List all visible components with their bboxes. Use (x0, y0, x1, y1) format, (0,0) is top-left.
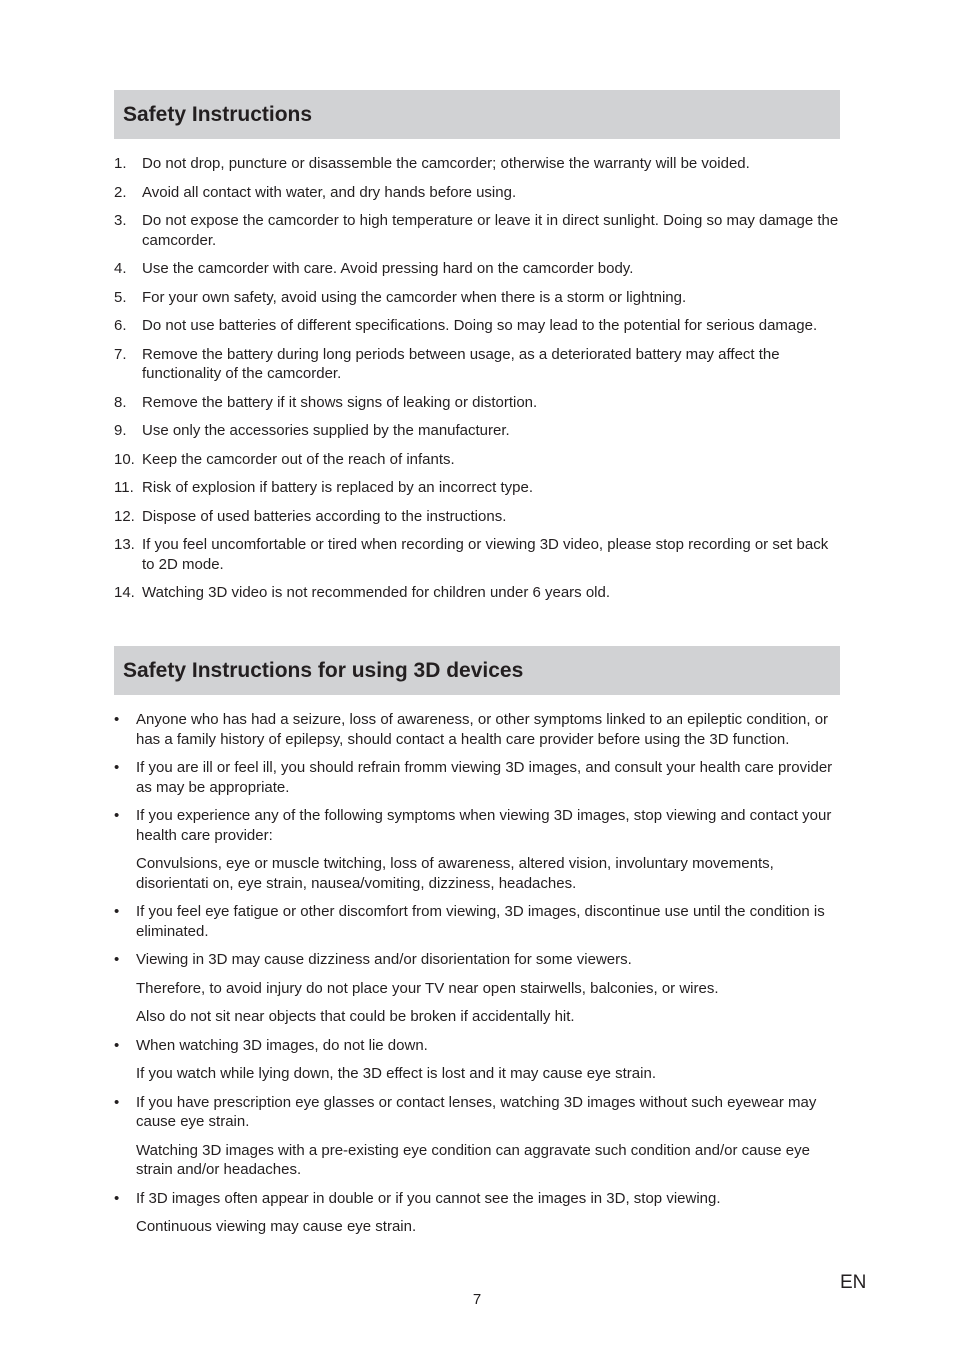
item-number: 12. (114, 507, 135, 525)
bullet-icon: • (114, 711, 120, 728)
list-item (114, 345, 840, 384)
item-text: Keep the camcorder out of the reach of infants. (142, 450, 455, 468)
list-item (114, 288, 840, 308)
page-number: 7 (472, 1291, 482, 1308)
item-text: If you feel uncomfortable or tired when recording or viewing 3D video, please stop recording or set back to 2D mode. (142, 536, 829, 573)
item-number: 11. (114, 479, 134, 496)
list-item (114, 902, 840, 941)
item-text: If you have prescription eye glasses or contact lenses, watching 3D images without such eyewear may cause eye strain. (136, 1093, 817, 1130)
item-text: Risk of explosion if battery is replaced by an incorrect type. (142, 479, 534, 496)
item-text: Do not expose the camcorder to high temperature or leave it in direct sunlight. Doing so may damage the camcorder. (142, 212, 839, 249)
item-text: Dispose of used batteries according to the instructions. (142, 507, 507, 525)
item-text: Do not drop, puncture or disassemble the camcorder; otherwise the warranty will be voided. (142, 155, 750, 172)
item-number: 8. (114, 393, 127, 411)
item-subtext: Also do not sit near objects that could be broken if accidentally hit. (136, 1008, 575, 1025)
list-item (114, 1189, 840, 1237)
list-item (114, 450, 840, 470)
bullet-icon: • (114, 1189, 120, 1207)
item-text: If you experience any of the following symptoms when viewing 3D images, stop viewing and contact your health care provider: (136, 807, 832, 844)
section-title: Safety Instructions (123, 103, 313, 126)
list-item (114, 1093, 840, 1180)
item-text: Use the camcorder with care. Avoid pressing hard on the camcorder body. (142, 260, 634, 277)
item-number: 1. (114, 155, 127, 172)
item-number: 10. (114, 450, 135, 468)
bullet-icon: • (114, 1036, 120, 1054)
item-number: 3. (114, 212, 127, 229)
item-text: Use only the accessories supplied by the manufacturer. (142, 422, 510, 439)
item-number: 7. (114, 345, 127, 363)
list-item (114, 535, 840, 574)
bullet-icon: • (114, 903, 120, 920)
list-item (114, 507, 840, 527)
section-header-safety (114, 90, 840, 139)
item-text: Remove the battery if it shows signs of leaking or distortion. (142, 393, 538, 411)
item-text: Watching 3D video is not recommended for children under 6 years old. (142, 584, 611, 601)
list-item (114, 1036, 840, 1084)
list-item (114, 154, 840, 174)
section-header-3d (114, 646, 840, 695)
bullet-icon: • (114, 807, 120, 824)
list-item (114, 421, 840, 441)
item-number: 5. (114, 288, 127, 306)
item-subtext: Convulsions, eye or muscle twitching, loss of awareness, altered vision, involuntary movements, disorientati on, eye strain, nausea/vomiting, dizziness, headaches. (136, 855, 774, 892)
list-item (114, 259, 840, 279)
item-subtext: Watching 3D images with a pre-existing eye condition can aggravate such condition and/or cause eye strain and/or headaches. (136, 1141, 810, 1178)
item-subtext: Therefore, to avoid injury do not place your TV near open stairwells, balconies, or wires. (136, 979, 719, 997)
bullet-list (114, 710, 840, 1246)
list-item (114, 393, 840, 413)
item-text: Anyone who has had a seizure, loss of awareness, or other symptoms linked to an epileptic condition, or has a family history of epilepsy, should contact a health care provider before using the 3D function. (136, 711, 829, 748)
item-text: Remove the battery during long periods between usage, as a deteriorated battery may affect the functionality of the camcorder. (142, 345, 780, 382)
item-number: 2. (114, 183, 127, 201)
list-item (114, 583, 840, 603)
list-item (114, 316, 840, 336)
list-item (114, 950, 840, 1027)
list-item (114, 478, 840, 498)
item-subtext: If you watch while lying down, the 3D effect is lost and it may cause eye strain. (136, 1065, 656, 1082)
item-number: 9. (114, 422, 127, 439)
item-text: If 3D images often appear in double or if you cannot see the images in 3D, stop viewing. (136, 1189, 721, 1207)
item-text: If you feel eye fatigue or other discomfort from viewing, 3D images, discontinue use until the condition is eliminated. (136, 903, 825, 940)
list-item (114, 806, 840, 893)
item-text: Viewing in 3D may cause dizziness and/or disorientation for some viewers. (136, 951, 632, 968)
item-number: 4. (114, 260, 127, 277)
item-number: 14. (114, 584, 135, 601)
bullet-icon: • (114, 951, 120, 968)
numbered-list (114, 154, 840, 612)
bullet-icon: • (114, 759, 120, 776)
item-text: If you are ill or feel ill, you should refrain fromm viewing 3D images, and consult your health care provider as may be appropriate. (136, 759, 833, 796)
item-number: 6. (114, 317, 127, 334)
list-item (114, 183, 840, 203)
bullet-icon: • (114, 1093, 120, 1111)
item-number: 13. (114, 536, 135, 553)
list-item (114, 211, 840, 250)
language-label: EN (840, 1272, 867, 1293)
item-text: When watching 3D images, do not lie down. (136, 1036, 428, 1054)
item-text: For your own safety, avoid using the camcorder when there is a storm or lightning. (142, 288, 687, 306)
list-item (114, 710, 840, 749)
item-text: Do not use batteries of different specifications. Doing so may lead to the potential for serious damage. (142, 317, 818, 334)
item-subtext: Continuous viewing may cause eye strain. (136, 1218, 417, 1235)
section-title: Safety Instructions for using 3D devices (123, 659, 524, 682)
list-item (114, 758, 840, 797)
item-text: Avoid all contact with water, and dry hands before using. (142, 183, 517, 201)
